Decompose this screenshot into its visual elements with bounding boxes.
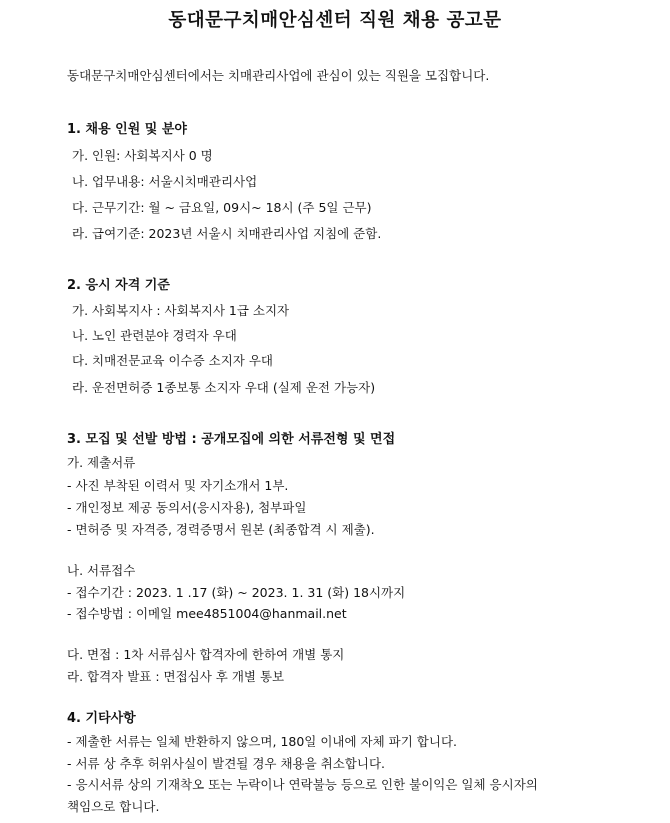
section2-item: 나. 노인 관련분야 경력자 우대: [72, 328, 237, 343]
section1-item: 가. 인원: 사회복지사 0 명: [72, 148, 213, 163]
receipt-period: - 접수기간 : 2023. 1 .17 (화) ~ 2023. 1. 31 (화) 18시까지: [67, 585, 406, 600]
document-title: 동대문구치매안심센터 직원 채용 공고문: [168, 10, 502, 31]
section1-heading: 1. 채용 인원 및 분야: [67, 122, 187, 137]
section4-item: - 서류 상 추후 허위사실이 발견될 경우 채용을 취소합니다.: [67, 756, 385, 771]
section1-item: 라. 급여기준: 2023년 서울시 치매관리사업 지침에 준함.: [72, 226, 382, 241]
receipt-label: 나. 서류접수: [67, 563, 136, 578]
section4-item: - 응시서류 상의 기재착오 또는 누락이나 연락불능 등으로 인한 불이익은 일체 응시자의: [67, 777, 538, 792]
intro-text: 동대문구치매안심센터에서는 치매관리사업에 관심이 있는 직원을 모집합니다.: [67, 68, 490, 83]
section1-item: 다. 근무기간: 월 ~ 금요일, 09시~ 18시 (주 5일 근무): [72, 200, 372, 215]
interview-notice: 다. 면접 : 1차 서류심사 합격자에 한하여 개별 통지: [67, 647, 345, 662]
section2-item: 라. 운전면허증 1종보통 소지자 우대 (실제 운전 가능자): [72, 380, 376, 395]
section2-heading: 2. 응시 자격 기준: [67, 278, 170, 293]
documents-item: - 면허증 및 자격증, 경력증명서 원본 (최종합격 시 제출).: [67, 522, 375, 537]
documents-label: 가. 제출서류: [67, 455, 136, 470]
section4-item: 책임으로 합니다.: [67, 799, 160, 814]
documents-item: - 사진 부착된 이력서 및 자기소개서 1부.: [67, 478, 289, 493]
section3-heading: 3. 모집 및 선발 방법 : 공개모집에 의한 서류전형 및 면접: [67, 432, 396, 447]
section4-item: - 제출한 서류는 일체 반환하지 않으며, 180일 이내에 자체 파기 합니다.: [67, 734, 458, 749]
documents-item: - 개인정보 제공 동의서(응시자용), 첨부파일: [67, 500, 307, 515]
result-announcement: 라. 합격자 발표 : 면접심사 후 개별 통보: [67, 669, 285, 684]
section1-item: 나. 업무내용: 서울시치매관리사업: [72, 174, 258, 189]
section2-item: 다. 치매전문교육 이수증 소지자 우대: [72, 353, 273, 368]
section2-item: 가. 사회복지사 : 사회복지사 1급 소지자: [72, 303, 290, 318]
section4-heading: 4. 기타사항: [67, 711, 136, 726]
receipt-method: - 접수방법 : 이메일 mee4851004@hanmail.net: [67, 606, 347, 621]
